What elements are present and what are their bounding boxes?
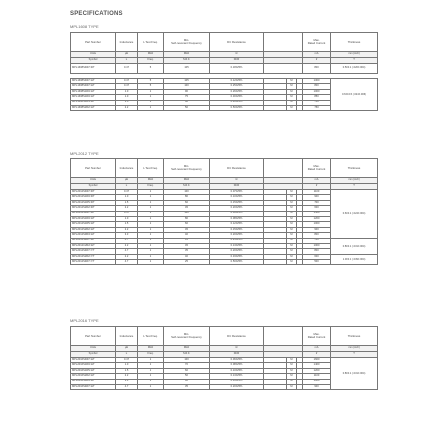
cell-rated-current: 700 — [303, 238, 331, 243]
cell-dcr: 0.06±25% — [210, 211, 264, 216]
section-label-2016: MPL2016 TYPE — [70, 318, 99, 323]
cell-part-number: MPL2012S2R2□DT — [71, 206, 116, 211]
cell-inductance: 2.2 — [116, 374, 138, 379]
cell-dcr: 0.50±25% — [210, 105, 264, 110]
unit-units: Units — [71, 52, 116, 58]
cell-rated-current: 600 — [303, 254, 331, 259]
cell-rated-current: 900 — [303, 227, 331, 232]
cell-test-freq: 1 — [138, 206, 164, 211]
cell-inductance: 2.2 — [116, 227, 138, 232]
cell-part-number: MPL2012S4R7□YT — [71, 249, 116, 254]
cell-part-number: MPL1608SR47□DT — [71, 64, 116, 74]
sym-inductance: L — [116, 58, 138, 64]
cell-part-number: MPL1608S1R0□HT — [71, 89, 116, 94]
cell-srf: 50 — [164, 374, 210, 379]
cell-srf: 35 — [164, 249, 210, 254]
cell-test-freq: 1 — [138, 100, 164, 105]
cell-srf: 100 — [164, 190, 210, 195]
cell-inductance: 4.7 — [116, 260, 138, 265]
cell-tolerance: M — [287, 254, 297, 259]
unit-units: Units — [71, 346, 116, 352]
cell-srf: 75 — [164, 95, 210, 100]
cell-tolerance: M — [287, 358, 297, 363]
cell-dcr: 0.10±25% — [210, 195, 264, 200]
hdr-dcr: DC Resistance — [210, 327, 264, 346]
cell-inductance: 1.0 — [116, 95, 138, 100]
unit-dcr: Ω — [210, 52, 264, 58]
cell-dcr: 0.40±25% — [210, 100, 264, 105]
cell-inductance: 0.47 — [116, 64, 138, 74]
cell-tolerance: M — [287, 200, 297, 205]
unit-srf: MHz — [164, 52, 210, 58]
cell-test-freq: 1 — [138, 238, 164, 243]
cell-dcr: 0.50±25% — [210, 260, 264, 265]
cell-tolerance: M — [287, 249, 297, 254]
cell-tolerance: M — [287, 260, 297, 265]
cell-tolerance: M — [287, 384, 297, 389]
cell-srf: 60 — [164, 368, 210, 373]
sym-thickness: T — [331, 184, 378, 190]
unit-inductance: μH — [116, 52, 138, 58]
cell-dcr: 0.25±25% — [210, 238, 264, 243]
cell-inductance: 1.0 — [116, 89, 138, 94]
cell-spacer — [264, 105, 287, 110]
cell-dcr: 0.12±25% — [210, 79, 264, 84]
sym-dcr: DCR — [210, 184, 264, 190]
cell-srf: 60 — [164, 100, 210, 105]
cell-tolerance: M — [287, 206, 297, 211]
cell-part-number: MPL2012S1R5□HT — [71, 222, 116, 227]
hdr-thickness: Thickness — [331, 327, 378, 346]
cell-test-freq: 1 — [138, 254, 164, 259]
cell-dcr: 0.20±25% — [210, 206, 264, 211]
cell-srf: 45 — [164, 243, 210, 248]
cell-srf: 60 — [164, 200, 210, 205]
unit-units: Units — [71, 178, 116, 184]
cell-srf: 100 — [164, 84, 210, 89]
hdr-rated-current: Max. Rated Current — [303, 327, 331, 346]
cell-part-number: MPL1608S2R2□HT — [71, 105, 116, 110]
hdr-srf: Min. Self-resonant Frequency — [164, 33, 210, 52]
cell-test-freq: 1 — [138, 260, 164, 265]
cell-rated-current: 1600 — [303, 358, 331, 363]
cell-test-freq: 1 — [138, 211, 164, 216]
cell-inductance: 1.0 — [116, 363, 138, 368]
unit-srf: MHz — [164, 178, 210, 184]
cell-test-freq: 1 — [138, 249, 164, 254]
sym-symbol: Symbol — [71, 58, 116, 64]
cell-dcr: 0.16±25% — [210, 379, 264, 384]
cell-dcr: 0.26±25% — [210, 89, 264, 94]
cell-test-freq: 1 — [138, 374, 164, 379]
cell-dcr: 0.08±25% — [210, 363, 264, 368]
unit-dcr: Ω — [210, 178, 264, 184]
hdr-empty — [264, 327, 303, 346]
cell-inductance: 1.5 — [116, 222, 138, 227]
page-title: SPECIFICATIONS — [70, 11, 123, 17]
unit-rated-current: mA — [303, 346, 331, 352]
cell-inductance: 4.7 — [116, 238, 138, 243]
spec-table-2016 — [70, 326, 378, 390]
cell-part-number: MPL2016SR47□HT — [71, 358, 116, 363]
hdr-thickness: Thickness — [331, 33, 378, 52]
cell-inductance: 3.3 — [116, 233, 138, 238]
cell-rated-current: 1000 — [303, 379, 331, 384]
cell-test-freq: 1 — [138, 243, 164, 248]
sym-test-freq: Freq. — [138, 352, 164, 358]
hdr-part-number: Part Number — [71, 159, 116, 178]
cell-rated-current: 900 — [303, 195, 331, 200]
sym-rated-current: Ir — [303, 352, 331, 358]
rows-2016 — [71, 358, 378, 390]
cell-srf: 40 — [164, 233, 210, 238]
cell-spacer — [264, 260, 287, 265]
sym-inductance: L — [116, 184, 138, 190]
cell-thickness: 0.8±0.1 (.031±.004) — [331, 358, 378, 390]
cell-rated-current: 1200 — [303, 368, 331, 373]
cell-test-freq: 1 — [138, 195, 164, 200]
cell-dcr: 0.18±25% — [210, 64, 264, 74]
cell-part-number: MPL2016S4R7□HT — [71, 384, 116, 389]
cell-srf: 105 — [164, 64, 210, 74]
cell-empty — [264, 64, 303, 74]
cell-tolerance: M — [287, 379, 297, 384]
cell-test-freq: 1 — [138, 368, 164, 373]
cell-srf: 100 — [164, 358, 210, 363]
cell-inductance: 2.2 — [116, 206, 138, 211]
cell-srf: 45 — [164, 227, 210, 232]
cell-dcr: 0.20±25% — [210, 249, 264, 254]
sym-inductance: L — [116, 352, 138, 358]
cell-dcr: 0.25±25% — [210, 84, 264, 89]
cell-srf: 60 — [164, 222, 210, 227]
cell-inductance: 2.2 — [116, 243, 138, 248]
hdr-part-number: Part Number — [71, 33, 116, 52]
cell-tolerance: M — [287, 374, 297, 379]
cell-dcr: 0.12±25% — [210, 222, 264, 227]
hdr-test-freq: L Test Freq. — [138, 327, 164, 346]
cell-thickness: 0.8±0.1 (.031±.004) — [331, 238, 378, 254]
sym-test-freq: Freq. — [138, 184, 164, 190]
cell-dcr: 0.15±25% — [210, 200, 264, 205]
cell-part-number: MPL2012SR47□HT — [71, 211, 116, 216]
cell-inductance: 4.7 — [116, 249, 138, 254]
cell-part-number: MPL2016S2R2□HT — [71, 374, 116, 379]
cell-test-freq: 1 — [138, 105, 164, 110]
hdr-inductance: Inductance — [116, 327, 138, 346]
cell-tolerance: M — [287, 222, 297, 227]
cell-part-number: MPL1608S1R0□HT — [71, 95, 116, 100]
cell-part-number: MPL2012S1R0□HT — [71, 216, 116, 221]
unit-test-freq: MHz — [138, 52, 164, 58]
sym-dcr: DCR — [210, 58, 264, 64]
cell-tolerance: M — [287, 238, 297, 243]
cell-test-freq: 1 — [138, 227, 164, 232]
sym-rated-current: Ir — [303, 58, 331, 64]
cell-test-freq: 5 — [138, 84, 164, 89]
cell-inductance: 0.47 — [116, 79, 138, 84]
cell-test-freq: 1 — [138, 216, 164, 221]
cell-inductance: 0.47 — [116, 190, 138, 195]
hdr-srf: Min. Self-resonant Frequency — [164, 159, 210, 178]
cell-tolerance: M — [287, 100, 297, 105]
cell-srf: 35 — [164, 384, 210, 389]
cell-thickness: 1.0±0.1 (.039±.004) — [331, 254, 378, 265]
cell-dcr: 0.08±25% — [210, 216, 264, 221]
cell-part-number: MPL2012SR47□DT — [71, 190, 116, 195]
cell-part-number: MPL2012C2R2□HT — [71, 243, 116, 248]
unit-rated-current: mA — [303, 178, 331, 184]
cell-part-number: MPL2012S1R5□DT — [71, 200, 116, 205]
section-label-2012: MPL2012 TYPE — [70, 151, 99, 156]
cell-inductance: 3.3 — [116, 379, 138, 384]
hdr-inductance: Inductance — [116, 33, 138, 52]
unit-srf: MHz — [164, 346, 210, 352]
sym-thickness: T — [331, 58, 378, 64]
cell-inductance: 2.2 — [116, 105, 138, 110]
cell-test-freq: 1 — [138, 358, 164, 363]
cell-tolerance: M — [287, 211, 297, 216]
rows-2012 — [71, 190, 378, 265]
hdr-empty — [264, 33, 303, 52]
cell-tolerance: M — [287, 368, 297, 373]
cell-rated-current: 800 — [303, 233, 331, 238]
cell-srf: 50 — [164, 105, 210, 110]
cell-rated-current: 900 — [303, 384, 331, 389]
cell-dcr: 0.30±25% — [210, 95, 264, 100]
unit-rated-current: mA — [303, 52, 331, 58]
cell-thickness: 0.6±0.15 (.024±.006) — [331, 79, 378, 111]
cell-tolerance: M — [287, 227, 297, 232]
hdr-test-freq: L Test Freq. — [138, 33, 164, 52]
cell-tolerance: M — [287, 233, 297, 238]
cell-rated-current: 1200 — [303, 216, 331, 221]
cell-part-number: MPL1608S1R5□HT — [71, 100, 116, 105]
cell-tolerance: M — [287, 84, 297, 89]
cell-rated-current: 1000 — [303, 243, 331, 248]
cell-test-freq: 1 — [138, 95, 164, 100]
cell-dcr: 0.06±25% — [210, 358, 264, 363]
cell-srf: 35 — [164, 238, 210, 243]
cell-dcr: 0.33±25% — [210, 254, 264, 259]
hdr-part-number: Part Number — [71, 327, 116, 346]
cell-srf: 70 — [164, 363, 210, 368]
cell-part-number: MPL2012S4R7□YT — [71, 260, 116, 265]
cell-rated-current: 1400 — [303, 363, 331, 368]
cell-srf: 80 — [164, 195, 210, 200]
cell-part-number: MPL1608SR47□HT — [71, 79, 116, 84]
cell-dcr: 0.07±25% — [210, 190, 264, 195]
cell-srf: 40 — [164, 379, 210, 384]
unit-thickness: mm (inch) — [331, 178, 378, 184]
hdr-srf: Min. Self-resonant Frequency — [164, 327, 210, 346]
cell-tolerance: M — [287, 363, 297, 368]
cell-rated-current: 1100 — [303, 374, 331, 379]
sym-symbol: Symbol — [71, 184, 116, 190]
unit-inductance: μH — [116, 346, 138, 352]
cell-test-freq: 1 — [138, 379, 164, 384]
cell-rated-current: 1000 — [303, 89, 331, 94]
unit-dcr: Ω — [210, 346, 264, 352]
cell-spacer — [264, 384, 287, 389]
sym-symbol: Symbol — [71, 352, 116, 358]
section-label-1608: MPL1608 TYPE — [70, 24, 99, 29]
cell-srf: 25 — [164, 260, 210, 265]
cell-inductance: 4.7 — [116, 384, 138, 389]
cell-inductance: 1.5 — [116, 100, 138, 105]
cell-rated-current: 1300 — [303, 79, 331, 84]
cell-dcr: 0.20±25% — [210, 233, 264, 238]
cell-inductance: 0.47 — [116, 358, 138, 363]
cell-test-freq: 1 — [138, 233, 164, 238]
sym-srf: S.R.F. — [164, 58, 210, 64]
cell-part-number: MPL2012S2R2□YT — [71, 254, 116, 259]
cell-rated-current: 800 — [303, 64, 331, 74]
cell-srf: 45 — [164, 206, 210, 211]
cell-test-freq: 5 — [138, 64, 164, 74]
cell-part-number: MPL2012S1R0□DT — [71, 195, 116, 200]
cell-rated-current: 600 — [303, 206, 331, 211]
cell-rated-current: 800 — [303, 249, 331, 254]
cell-part-number: MPL2012S4R7□HT — [71, 238, 116, 243]
cell-srf: 40 — [164, 254, 210, 259]
unit-thickness: mm (inch) — [331, 52, 378, 58]
cell-tolerance: M — [287, 79, 297, 84]
hdr-inductance: Inductance — [116, 159, 138, 178]
cell-dcr: 0.15±25% — [210, 227, 264, 232]
hdr-dcr: DC Resistance — [210, 33, 264, 52]
cell-tolerance: M — [287, 243, 297, 248]
cell-inductance: 2.2 — [116, 254, 138, 259]
cell-thickness: 0.6±0.1 (.024±.004) — [331, 190, 378, 239]
cell-srf: 100 — [164, 211, 210, 216]
spec-table-2012 — [70, 158, 378, 265]
cell-dcr: 0.13±25% — [210, 374, 264, 379]
cell-inductance: 0.47 — [116, 84, 138, 89]
rows-1608 — [71, 79, 378, 111]
cell-part-number: MPL2012S3R3□HT — [71, 233, 116, 238]
hdr-empty — [264, 159, 303, 178]
cell-tolerance: M — [287, 195, 297, 200]
cell-test-freq: 1 — [138, 200, 164, 205]
cell-part-number: MPL2016S3R3□HT — [71, 379, 116, 384]
cell-dcr: 0.10±25% — [210, 368, 264, 373]
hdr-dcr: DC Resistance — [210, 159, 264, 178]
cell-rated-current: 1500 — [303, 211, 331, 216]
unit-inductance: μH — [116, 178, 138, 184]
unit-thickness: mm (inch) — [331, 346, 378, 352]
cell-srf: 80 — [164, 216, 210, 221]
cell-tolerance: M — [287, 105, 297, 110]
hdr-thickness: Thickness — [331, 159, 378, 178]
cell-rated-current: 1000 — [303, 222, 331, 227]
unit-test-freq: MHz — [138, 178, 164, 184]
sym-dcr: DCR — [210, 352, 264, 358]
hdr-rated-current: Max. Rated Current — [303, 33, 331, 52]
cell-rated-current: 500 — [303, 260, 331, 265]
cell-part-number: MPL1608SR47□HT — [71, 84, 116, 89]
cell-test-freq: 1 — [138, 190, 164, 195]
cell-inductance: 0.47 — [116, 211, 138, 216]
spec-table-1608 — [70, 32, 378, 111]
cell-test-freq: 5 — [138, 79, 164, 84]
cell-inductance: 1.5 — [116, 200, 138, 205]
cell-tolerance: M — [287, 216, 297, 221]
cell-tolerance: M — [287, 89, 297, 94]
hdr-rated-current: Max. Rated Current — [303, 159, 331, 178]
cell-rated-current: 750 — [303, 105, 331, 110]
cell-thickness: 0.5±0.1 (.020±.004) — [331, 64, 378, 74]
cell-rated-current: 1100 — [303, 190, 331, 195]
cell-srf: 90 — [164, 89, 210, 94]
cell-test-freq: 1 — [138, 363, 164, 368]
sym-thickness: T — [331, 352, 378, 358]
cell-dcr: 0.20±25% — [210, 384, 264, 389]
cell-part-number: MPL2016S1R0□HT — [71, 363, 116, 368]
cell-tolerance: M — [287, 190, 297, 195]
cell-inductance: 1.5 — [116, 368, 138, 373]
cell-test-freq: 1 — [138, 89, 164, 94]
sym-srf: S.R.F. — [164, 352, 210, 358]
cell-part-number: MPL2016S1R5□HT — [71, 368, 116, 373]
cell-rated-current: 800 — [303, 84, 331, 89]
cell-rated-current: 850 — [303, 95, 331, 100]
cell-part-number: MPL2012S2R2□HT — [71, 227, 116, 232]
cell-tolerance: M — [287, 95, 297, 100]
sym-rated-current: Ir — [303, 184, 331, 190]
hdr-test-freq: L Test Freq. — [138, 159, 164, 178]
cell-srf: 105 — [164, 79, 210, 84]
sym-srf: S.R.F. — [164, 184, 210, 190]
cell-inductance: 1.0 — [116, 216, 138, 221]
cell-rated-current: 700 — [303, 200, 331, 205]
sym-test-freq: Freq. — [138, 58, 164, 64]
cell-test-freq: 1 — [138, 222, 164, 227]
unit-test-freq: MHz — [138, 346, 164, 352]
cell-rated-current: 750 — [303, 100, 331, 105]
cell-inductance: 1.0 — [116, 195, 138, 200]
cell-dcr: 0.13±25% — [210, 243, 264, 248]
cell-test-freq: 1 — [138, 384, 164, 389]
